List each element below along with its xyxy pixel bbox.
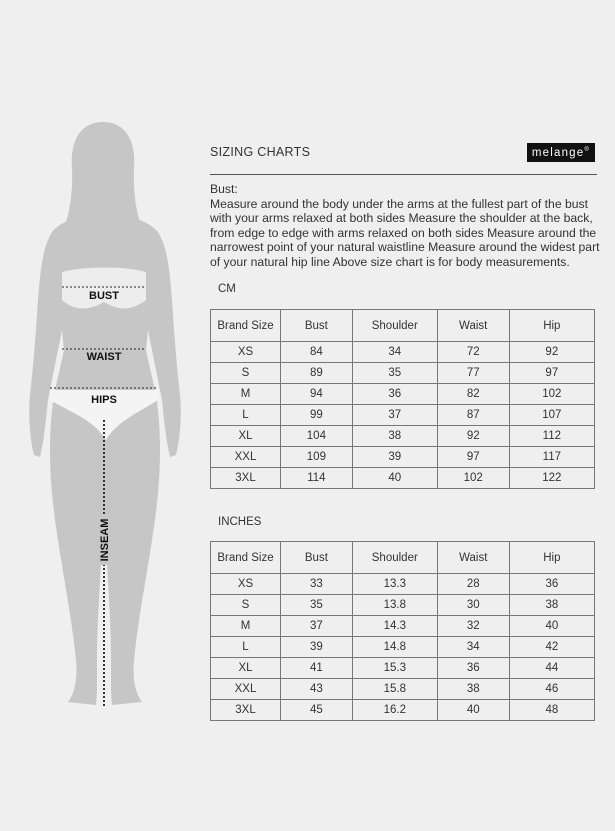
table-cell: 72	[437, 342, 509, 363]
table-cell: 42	[509, 637, 594, 658]
table-cell: 102	[509, 384, 594, 405]
table-cell: 28	[437, 574, 509, 595]
table-cell: 84	[281, 342, 353, 363]
table-cell: 109	[281, 447, 353, 468]
bust-label: BUST	[89, 290, 119, 302]
table-cell: 87	[437, 405, 509, 426]
description-body: Measure around the body under the arms at the fullest part of the bust with your arms relaxed at both sides Measure the shoulder at the back, from edge to edge with arms relaxed on both sides Measure around the narrowest point of your natural waistline Measure around the widest part of your natural hip line Above size chart is for body measurements.	[210, 196, 600, 269]
table-cell: 15.3	[352, 658, 437, 679]
inches-table-label: INCHES	[218, 516, 262, 528]
table-cell: 39	[281, 637, 353, 658]
table-cell: 36	[437, 658, 509, 679]
table-cell: 89	[281, 363, 353, 384]
measurement-description	[210, 182, 602, 270]
cm-size-table	[210, 309, 595, 489]
table-cell: 48	[509, 700, 594, 721]
table-cell: 13.8	[352, 595, 437, 616]
table-row	[211, 700, 595, 721]
table-cell: 14.8	[352, 637, 437, 658]
table-cell: 32	[437, 616, 509, 637]
table-cell: 35	[352, 363, 437, 384]
table-row	[211, 405, 595, 426]
table-cell: 46	[509, 679, 594, 700]
table-cell: 37	[352, 405, 437, 426]
table-cell: 117	[509, 447, 594, 468]
table-cell: 3XL	[211, 468, 281, 489]
header-bust: Bust	[281, 310, 353, 342]
table-row	[211, 679, 595, 700]
table-cell: XS	[211, 574, 281, 595]
table-row	[211, 616, 595, 637]
table-cell: 94	[281, 384, 353, 405]
table-cell: L	[211, 405, 281, 426]
table-row	[211, 426, 595, 447]
table-cell: 43	[281, 679, 353, 700]
table-cell: 97	[437, 447, 509, 468]
table-row	[211, 637, 595, 658]
table-cell: S	[211, 363, 281, 384]
table-cell: M	[211, 384, 281, 405]
table-cell: XXL	[211, 447, 281, 468]
table-cell: XS	[211, 342, 281, 363]
table-row	[211, 447, 595, 468]
page-title: SIZING CHARTS	[210, 145, 311, 159]
table-cell: 102	[437, 468, 509, 489]
table-cell: L	[211, 637, 281, 658]
table-cell: 3XL	[211, 700, 281, 721]
header-brand-size: Brand Size	[211, 542, 281, 574]
inseam-label: INSEAM	[99, 518, 111, 562]
table-cell: 97	[509, 363, 594, 384]
hips-label: HIPS	[91, 394, 117, 406]
table-row	[211, 468, 595, 489]
table-cell: 112	[509, 426, 594, 447]
table-cell: M	[211, 616, 281, 637]
brand-logo-mark: ®	[584, 147, 590, 153]
table-cell: 33	[281, 574, 353, 595]
table-cell: 107	[509, 405, 594, 426]
table-cell: 45	[281, 700, 353, 721]
table-cell: 13.3	[352, 574, 437, 595]
header-hip: Hip	[509, 310, 594, 342]
table-cell: 40	[437, 700, 509, 721]
inches-size-table	[210, 541, 595, 721]
table-cell: 82	[437, 384, 509, 405]
table-cell: 30	[437, 595, 509, 616]
header-bust: Bust	[281, 542, 353, 574]
table-cell: 39	[352, 447, 437, 468]
table-row	[211, 574, 595, 595]
table-cell: 122	[509, 468, 594, 489]
header-brand-size: Brand Size	[211, 310, 281, 342]
header-hip: Hip	[509, 542, 594, 574]
table-cell: 99	[281, 405, 353, 426]
table-row	[211, 384, 595, 405]
table-row	[211, 363, 595, 384]
table-cell: 14.3	[352, 616, 437, 637]
table-cell: 36	[509, 574, 594, 595]
table-cell: 114	[281, 468, 353, 489]
header-waist: Waist	[437, 310, 509, 342]
table-row	[211, 342, 595, 363]
table-cell: 104	[281, 426, 353, 447]
table-cell: 40	[352, 468, 437, 489]
table-cell: 16.2	[352, 700, 437, 721]
body-measurement-figure	[0, 0, 200, 831]
waist-label: WAIST	[86, 351, 122, 363]
cm-table-label: CM	[218, 283, 236, 295]
table-row	[211, 658, 595, 679]
description-heading: Bust:	[210, 182, 238, 196]
brand-logo-text: melange	[531, 146, 585, 159]
sizing-header	[210, 140, 597, 175]
table-header-row	[211, 542, 595, 574]
table-cell: 38	[509, 595, 594, 616]
header-shoulder: Shoulder	[352, 310, 437, 342]
table-cell: XL	[211, 426, 281, 447]
table-cell: XXL	[211, 679, 281, 700]
brand-logo	[527, 143, 595, 162]
table-cell: 44	[509, 658, 594, 679]
table-cell: XL	[211, 658, 281, 679]
table-cell: S	[211, 595, 281, 616]
header-shoulder: Shoulder	[352, 542, 437, 574]
table-cell: 38	[437, 679, 509, 700]
table-cell: 37	[281, 616, 353, 637]
table-cell: 35	[281, 595, 353, 616]
table-cell: 41	[281, 658, 353, 679]
table-cell: 38	[352, 426, 437, 447]
table-cell: 92	[509, 342, 594, 363]
table-cell: 40	[509, 616, 594, 637]
table-cell: 36	[352, 384, 437, 405]
table-cell: 92	[437, 426, 509, 447]
table-cell: 15.8	[352, 679, 437, 700]
table-row	[211, 595, 595, 616]
table-header-row	[211, 310, 595, 342]
header-waist: Waist	[437, 542, 509, 574]
table-cell: 77	[437, 363, 509, 384]
table-cell: 34	[437, 637, 509, 658]
table-cell: 34	[352, 342, 437, 363]
